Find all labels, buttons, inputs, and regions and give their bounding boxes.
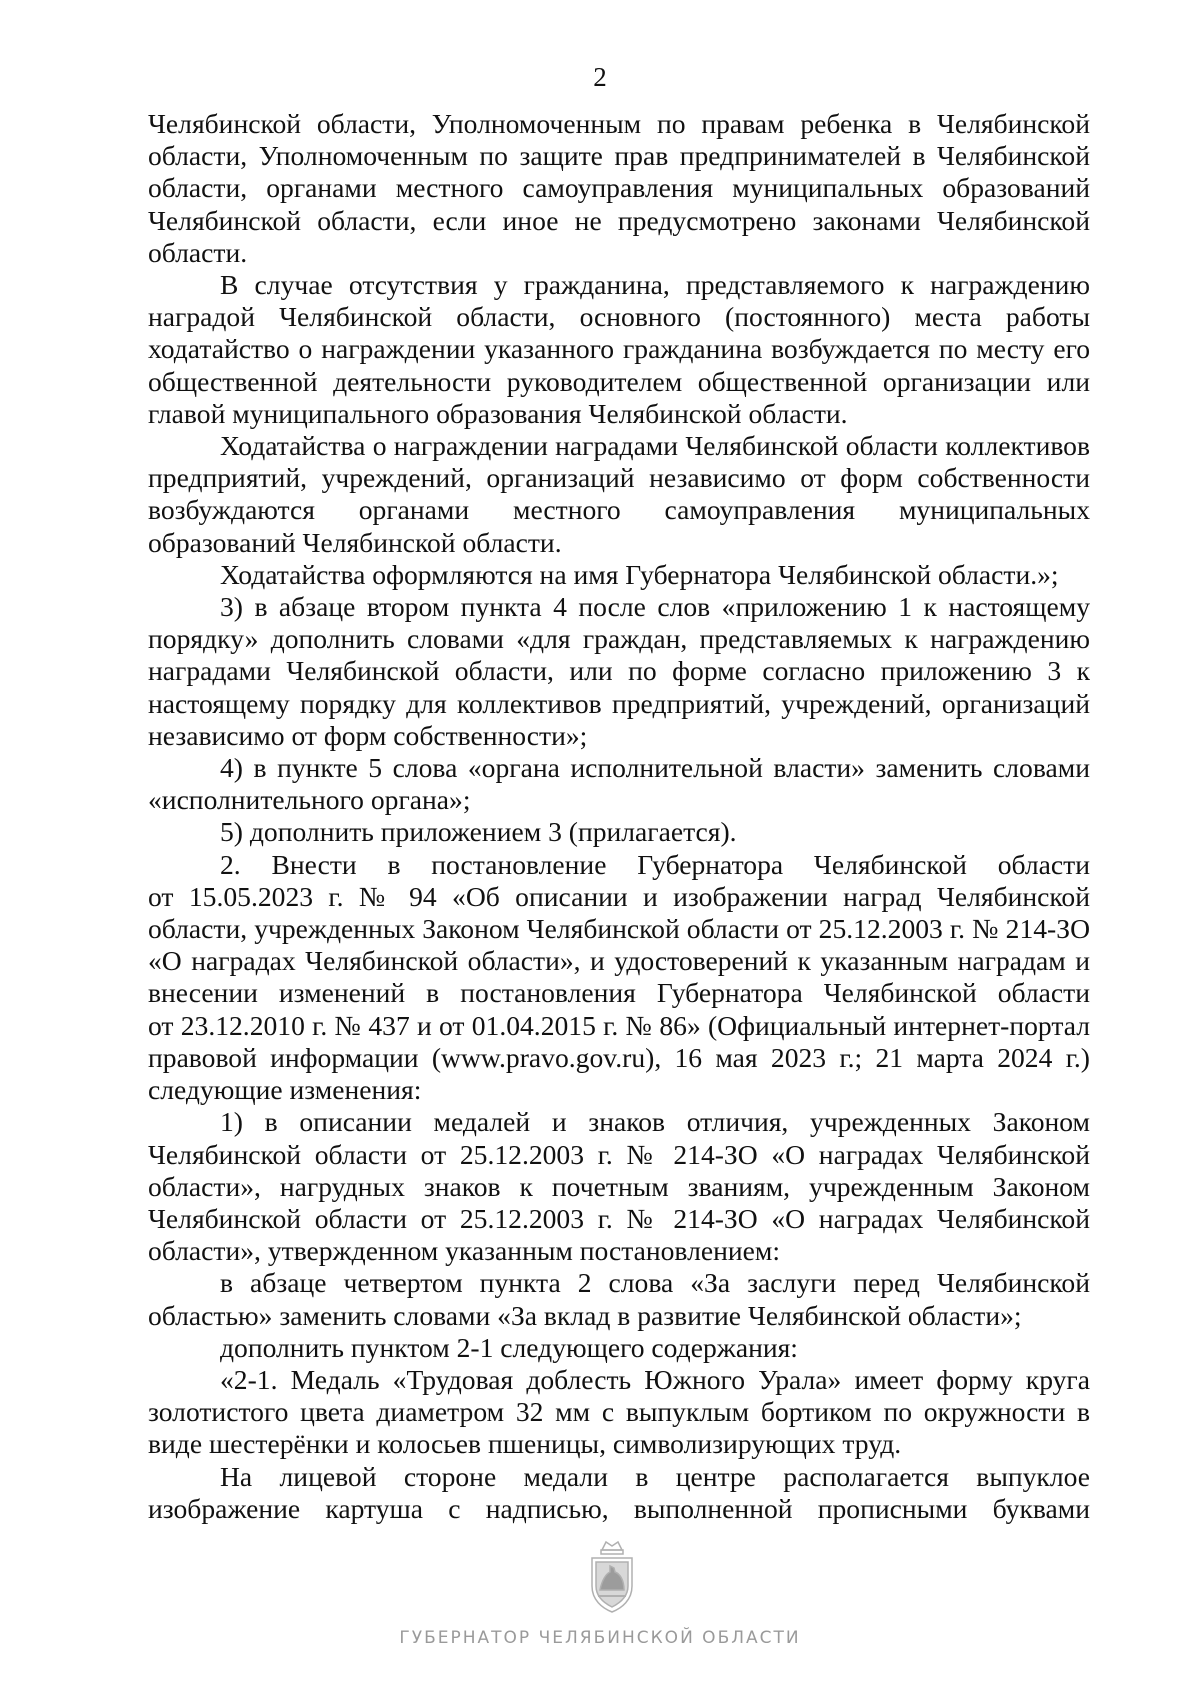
text-line: На лицевой стороне медали в центре располагается выпуклое [220, 1460, 1090, 1492]
text-line: Челябинской области от 25.12.2003 г. № 214-ЗО «О наградах Челябинской [148, 1202, 1090, 1234]
text-line: настоящему порядку для коллективов предприятий, учреждений, организаций [148, 687, 1090, 719]
page-number: 2 [593, 62, 607, 92]
text-line: 3) в абзаце втором пункта 4 после слов «приложению 1 к настоящему [220, 591, 1090, 623]
text-line: ходатайство о награждении указанного гражданина возбуждается по месту его [148, 333, 1090, 365]
text-line: Ходатайства о награждении наградами Челябинской области коллективов [220, 430, 1090, 462]
text-line: Челябинской области, Уполномоченным по правам ребенка в Челябинской [148, 108, 1090, 139]
text-line: области, учрежденных Законом Челябинской области от 25.12.2003 г. № 214-ЗО [148, 913, 1090, 945]
text-line: 1) в описании медалей и знаков отличия, учрежденных Законом [220, 1106, 1090, 1138]
footer-title: ГУБЕРНАТОР ЧЕЛЯБИНСКОЙ ОБЛАСТИ [399, 1628, 801, 1648]
text-line: 2. Внести в постановление Губернатора Челябинской области [220, 848, 1090, 880]
text-line: от 23.12.2010 г. № 437 и от 01.04.2015 г. № 86» (Официальный интернет-портал [148, 1009, 1090, 1041]
text-line: области», нагрудных знаков к почетным званиям, учрежденным Законом [148, 1170, 1090, 1202]
text-line: области, органами местного самоуправления муниципальных образований [148, 172, 1090, 204]
text-line: 4) в пункте 5 слова «органа исполнительной власти» заменить словами [220, 752, 1090, 784]
text-line: Ходатайства оформляются на имя Губернатора Челябинской области.»; [220, 558, 1059, 590]
text-line: общественной деятельности руководителем общественной организации или [148, 365, 1090, 397]
text-line: дополнить пунктом 2-1 следующего содержания: [220, 1331, 798, 1363]
text-line: возбуждаются органами местного самоуправления муниципальных [148, 494, 1090, 526]
text-line: золотистого цвета диаметром 32 мм с выпуклым бортиком по окружности в [148, 1396, 1090, 1428]
text-line: главой муниципального образования Челябинской области. [148, 397, 848, 429]
text-line: образований Челябинской области. [148, 526, 562, 558]
text-line: предприятий, учреждений, организаций независимо от форм собственности [148, 462, 1090, 494]
text-line: «О наградах Челябинской области», и удостоверений к указанным наградам и [148, 945, 1090, 977]
text-line: 5) дополнить приложением 3 (прилагается). [220, 816, 737, 848]
text-line: Челябинской области, если иное не предусмотрено законами Челябинской [148, 204, 1090, 236]
text-line: от 15.05.2023 г. № 94 «Об описании и изображении наград Челябинской [148, 880, 1090, 912]
text-line: «исполнительного органа»; [148, 784, 471, 816]
document-body [148, 108, 1090, 1525]
text-line: наградами Челябинской области, или по форме согласно приложению 3 к [148, 655, 1090, 687]
text-line: наградой Челябинской области, основного (постоянного) места работы [148, 301, 1090, 333]
text-line: областью» заменить словами «За вклад в развитие Челябинской области»; [148, 1299, 1022, 1331]
chelyabinsk-coat-of-arms-icon [584, 1536, 640, 1616]
text-line: «2-1. Медаль «Трудовая доблесть Южного Урала» имеет форму круга [220, 1363, 1090, 1395]
text-line: В случае отсутствия у гражданина, представляемого к награждению [220, 269, 1090, 301]
text-line: независимо от форм собственности»; [148, 719, 588, 751]
text-line: Челябинской области от 25.12.2003 г. № 214-ЗО «О наградах Челябинской [148, 1138, 1090, 1170]
text-line: правовой информации (www.pravo.gov.ru), 16 мая 2023 г.; 21 марта 2024 г.) [148, 1041, 1090, 1073]
text-line: области», утвержденном указанным постановлением: [148, 1235, 781, 1267]
text-line: области. [148, 236, 248, 268]
text-line: в абзаце четвертом пункта 2 слова «За заслуги перед Челябинской [220, 1267, 1090, 1299]
text-line: области, Уполномоченным по защите прав предпринимателей в Челябинской [148, 140, 1090, 172]
text-line: виде шестерёнки и колосьев пшеницы, символизирующих труд. [148, 1428, 902, 1460]
text-line: внесении изменений в постановления Губернатора Челябинской области [148, 977, 1090, 1009]
text-line: изображение картуша с надписью, выполненной прописными буквами [148, 1492, 1090, 1524]
text-line: следующие изменения: [148, 1074, 422, 1106]
text-line: порядку» дополнить словами «для граждан, представляемых к награждению [148, 623, 1090, 655]
